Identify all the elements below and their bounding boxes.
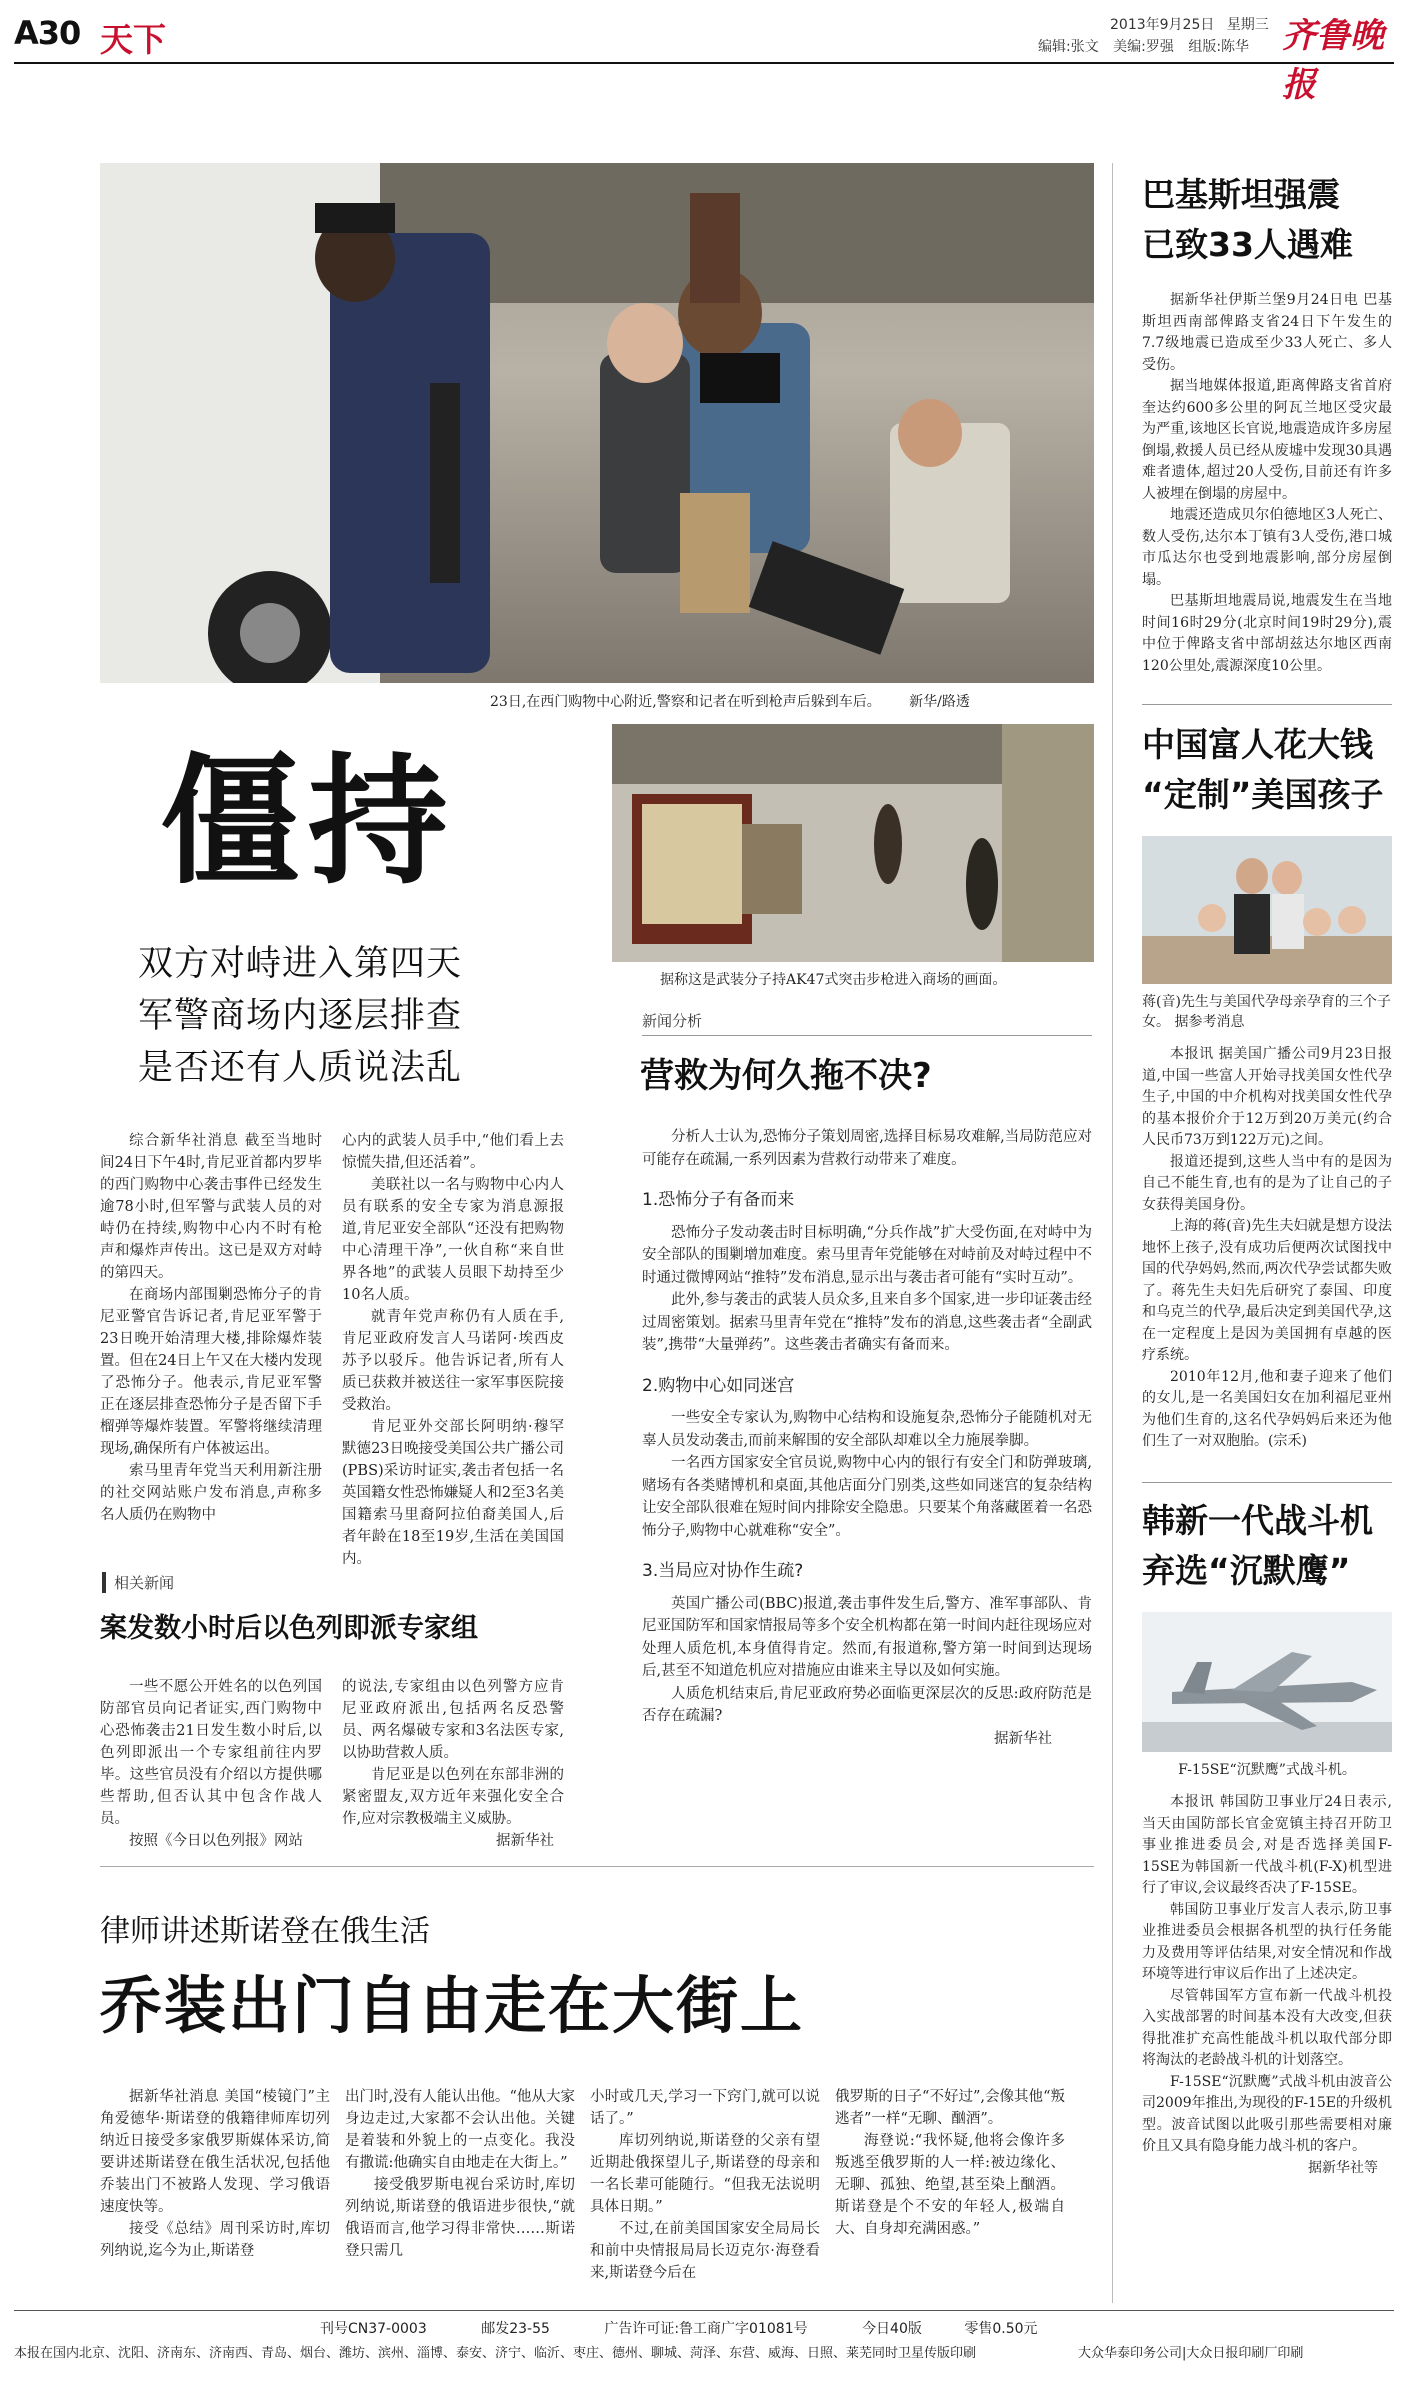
analysis-paragraph: 此外,参与袭击的武装人员众多,且来自多个国家,进一步印证袭击经过周密策划。据索马里青年党在“推特”发布的消息,这些袭击者“全副武装”,携带“大量弹药”。这些袭击者确实有备而来。: [642, 1292, 1092, 1353]
related-paragraph: 肯尼亚是以色列在东部非洲的紧密盟友,双方近年来强化安全合作,应对宗教极端主义威胁。: [342, 1767, 564, 1827]
snowden-paragraph: 海登说:“我怀疑,他将会像许多叛逃至俄罗斯的人一样:被边缘化、无聊、孤独、绝望,甚至染上酗酒。斯诺登是个不安的年轻人,极端自大、自身却充满困惑。”: [835, 2133, 1065, 2237]
jet-photo: [1142, 1612, 1392, 1752]
snowden-col-4: [835, 2086, 1065, 2240]
page-header: [0, 0, 1409, 105]
top-photo-caption: [490, 692, 1090, 712]
top-photo: [100, 163, 1094, 683]
main-story-paragraph: 就青年党声称仍有人质在手,肯尼亚政府发言人马诺阿·埃西皮苏予以驳斥。他告诉记者,所有人质已获救并被送往一家军事医院接受救治。: [342, 1309, 564, 1413]
footer-rule: [14, 2310, 1394, 2311]
snowden-kicker: 律师讲述斯诺登在俄生活: [100, 1914, 430, 1949]
snowden-paragraph: 出门时,没有人能认出他。“他从大家身边走过,大家都不会认出他。关键是着装和外貌上的一点变化。我没有撒谎:他确实自由地走在大街上。”: [345, 2089, 575, 2171]
page-number: A30: [14, 14, 81, 52]
sidebar-title-3: [1142, 1496, 1392, 1596]
analysis-paragraph: 一些安全专家认为,购物中心结构和设施复杂,恐怖分子能随机对无辜人员发动袭击,而前来解围的安全部队却难以全力施展拳脚。: [642, 1410, 1092, 1449]
title-line: 中国富人花大钱: [1142, 725, 1373, 764]
family-caption: 蒋(音)先生与美国代孕母亲孕育的三个子女。 据参考消息: [1142, 994, 1391, 1030]
sidebar-paragraph: F-15SE“沉默鹰”式战斗机由波音公司2009年推出,为现役的F-15E的升级机型。波音试图以此吸引那些需要相对廉价且又具有隐身能力战斗机的客户。: [1142, 2073, 1392, 2154]
sidebar-title-2: [1142, 720, 1392, 820]
analysis-title: 营救为何久拖不决?: [640, 1056, 932, 1096]
price: 零售0.50元: [964, 2321, 1038, 2337]
main-story-paragraph: 肯尼亚外交部长阿明纳·穆罕默德23日晚接受美国公共广播公司(PBS)采访时证实,袭击者包括一名英国籍女性恐怖嫌疑人和2至3名美国籍索马里裔阿拉伯裔美国人,后者年龄在18至19岁,生活在美国国内。: [342, 1419, 564, 1567]
sidebar-story-3: [1142, 1496, 1392, 2179]
jet-caption: F-15SE“沉默鹰”式战斗机。: [1178, 1762, 1356, 1778]
main-story-paragraph: 综合新华社消息 截至当地时间24日下午4时,肯尼亚首都内罗毕的西门购物中心袭击事件已经发生逾78小时,但军警与武装人员的对峙仍在持续,购物中心内不时有枪声和爆炸声传出。这已是双方对峙的第四天。: [100, 1133, 322, 1281]
related-paragraph: 的说法,专家组由以色列警方应肯尼亚政府派出,包括两名反恐警员、两名爆破专家和3名法医专家,以协助营救人质。: [342, 1679, 564, 1761]
snowden-col-1: [100, 2086, 330, 2262]
subhead-3: 是否还有人质说法乱: [138, 1048, 463, 1088]
main-headline: 僵持: [160, 741, 457, 904]
family-photo: [1142, 836, 1392, 984]
related-col-2: [342, 1676, 564, 1852]
analysis-body: [642, 1126, 1092, 1750]
sidebar-paragraph: 巴基斯坦地震局说,地震发生在当地时间16时29分(北京时间19时29分),震中位于俾路支省中部胡兹达尔地区西南120公里处,震源深度10公里。: [1142, 593, 1392, 674]
sidebar-paragraph: 据新华社伊斯兰堡9月24日电 巴基斯坦西南部俾路支省24日下午发生的7.7级地震已造成至少33人死亡、多人受伤。: [1142, 292, 1392, 373]
sidebar-body-3: [1142, 1792, 1392, 2179]
cctv-photo: [612, 724, 1094, 962]
title-line: 已致33人遇难: [1142, 225, 1353, 264]
sidebar-rule-2: [1142, 1482, 1392, 1483]
related-paragraph: 一些不愿公开姓名的以色列国防部官员向记者证实,西门购物中心恐怖袭击21日发生数小时后,以色列即派出一个专家组前往内罗毕。这些官员没有介绍以方提供哪些帮助,但否认其中包含作战人员。: [100, 1679, 322, 1827]
ad-license: 广告许可证:鲁工商广字01081号: [604, 2321, 808, 2337]
title-line: “定制”美国孩子: [1142, 775, 1384, 814]
sidebar-paragraph: 地震还造成贝尔伯德地区3人死亡、数人受伤,达尔本丁镇有3人受伤,港口城市瓜达尔也受到地震影响,部分房屋倒塌。: [1142, 507, 1392, 588]
main-story-col-1: [100, 1130, 322, 1526]
caption-text: 23日,在西门购物中心附近,警察和记者在听到枪声后躲到车后。: [490, 694, 881, 710]
sidebar-paragraph: 据当地媒体报道,距离俾路支省首府奎达约600多公里的阿瓦兰地区受灾最为严重,该地区长官说,地震造成许多房屋倒塌,救援人员已经从废墟中发现30具遇难者遗体,超过20人受伤,目前还有许多人被埋在倒塌的房屋中。: [1142, 378, 1392, 502]
analysis-credit: 据新华社: [994, 1730, 1052, 1747]
page-count: 今日40版: [862, 2321, 922, 2337]
snowden-paragraph: 接受《总结》周刊采访时,库切列纳说,迄今为止,斯诺登: [100, 2221, 330, 2259]
title-line: 韩新一代战斗机: [1142, 1501, 1373, 1540]
sidebar-paragraph: 尽管韩国军方宣布新一代战斗机投入实战部署的时间基本没有大改变,但获得批准扩充高性能战斗机以取代部分即将淘汰的老龄战斗机的计划落空。: [1142, 1987, 1392, 2068]
jet-scene: [1142, 1612, 1392, 1752]
snowden-paragraph: 不过,在前美国国家安全局局长和前中央情报局局长迈克尔·海登看来,斯诺登今后在: [590, 2221, 820, 2281]
sidebar-title-1: [1142, 170, 1392, 270]
snowden-paragraph: 接受俄罗斯电视台采访时,库切列纳说,斯诺登的俄语进步很快,“就俄语而言,他学习得非常快……斯诺登只需几: [345, 2177, 575, 2259]
snowden-paragraph: 据新华社消息 美国“棱镜门”主角爱德华·斯诺登的俄籍律师库切列纳近日接受多家俄罗斯媒体采访,简要讲述斯诺登在俄生活状况,包括他乔装出门不被路人发现、学习俄语速度快等。: [100, 2089, 330, 2215]
sidebar-story-2: [1142, 720, 1392, 1453]
analysis-paragraph: 一名西方国家安全官员说,购物中心内的银行有安全门和防弹玻璃,赌场有各类赌博机和桌面,其他店面分门别类,这些如同迷宫的复杂结构让安全部队很难在短时间内排除安全隐患。只要某个角落藏匿着一名恐怖分子,购物中心就难称“安全”。: [642, 1455, 1092, 1539]
cctv-scene: [612, 724, 1094, 962]
header-rule: [14, 62, 1394, 64]
main-subheads: [138, 938, 462, 1094]
sidebar-credit: 据新华社等: [1308, 2159, 1378, 2176]
cctv-caption: 据称这是武装分子持AK47式突击步枪进入商场的画面。: [660, 972, 1007, 988]
sidebar-story-1: [1142, 170, 1392, 677]
analysis-heading-1: 1.恐怖分子有备而来: [642, 1190, 795, 1210]
snowden-paragraph: 俄罗斯的日子“不好过”,会像其他“叛逃者”一样“无聊、酗酒”。: [835, 2089, 1065, 2127]
footer-line-2: 本报在国内北京、沈阳、济南东、济南西、青岛、烟台、潍坊、滨州、淄博、泰安、济宁、临沂、枣庄、德州、聊城、菏泽、东营、威海、日照、莱芜同时卫星传版印刷: [14, 2346, 977, 2361]
sidebar-paragraph: 上海的蒋(音)先生夫妇就是想方设法地怀上孩子,没有成功后便两次试图找中国的代孕妈妈,然而,两次代孕尝试都失败了。蒋先生夫妇先后研究了泰国、印度和乌克兰的代孕,最后决定到美国代孕,这在一定程度上是因为美国拥有卓越的医疗系统。: [1142, 1218, 1392, 1363]
analysis-tag: 新闻分析: [642, 1010, 1092, 1036]
proofreader: 组版:陈华: [1188, 39, 1250, 55]
sidebar-paragraph: 本报讯 韩国防卫事业厅24日表示,当天由国防部长官金宽镇主持召开防卫事业推进委员会,对是否选择美国F-15SE为韩国新一代战斗机(F-X)机型进行了审议,会议最终否决了F-15SE。: [1142, 1794, 1392, 1896]
date: 2013年9月25日: [1110, 17, 1215, 33]
main-story-paragraph: 索马里青年党当天利用新注册的社交网站账户发布消息,声称多名人质仍在购物中: [100, 1463, 322, 1523]
post-code: 邮发23-55: [481, 2321, 550, 2337]
header-staff: [1038, 36, 1249, 56]
subhead-1: 双方对峙进入第四天: [138, 944, 463, 984]
related-credit: 据新华社: [496, 1833, 554, 1849]
sidebar-divider: [1112, 163, 1113, 2303]
family-scene: [1142, 836, 1392, 984]
title-line: 弃选“沉默鹰”: [1142, 1551, 1351, 1590]
sidebar-paragraph: 报道还提到,这些人当中有的是因为自己不能生育,也有的是为了让自己的子女获得美国身份。: [1142, 1153, 1392, 1213]
snowden-col-2: [345, 2086, 575, 2262]
analysis-paragraph: 英国广播公司(BBC)报道,袭击事件发生后,警方、准军事部队、肯尼亚国防军和国家情报局等多个安全机构都在第一时间内赶往现场应对处理人质危机,本身值得肯定。然而,有报道称,警方第一时间到达现场后,甚至不知道危机应对措施应由谁来主导以及如何实施。: [642, 1595, 1092, 1679]
related-col-1: [100, 1676, 322, 1852]
title-line: 巴基斯坦强震: [1142, 175, 1340, 214]
main-story-col-2: [342, 1130, 564, 1570]
footer-line-1: [320, 2318, 1038, 2338]
main-story-paragraph: 心内的武装人员手中,“他们看上去惊慌失措,但还活着”。: [342, 1133, 564, 1171]
analysis-heading-2: 2.购物中心如同迷宫: [642, 1375, 795, 1396]
header-date: [1110, 14, 1269, 34]
snowden-headline: 乔装出门自由走在大街上: [100, 1969, 805, 2042]
sidebar-paragraph: 本报讯 据美国广播公司9月23日报道,中国一些富人开始寻找美国女性代孕生子,中国的中介机构对找美国女性代孕的基本报价介于12万到20万美元(约合人民币73万到122万元)之间。: [1142, 1046, 1392, 1148]
related-tag: 相关新闻: [102, 1572, 174, 1593]
snowden-col-3: [590, 2086, 820, 2284]
sidebar-body-1: [1142, 290, 1392, 677]
analysis-intro: 分析人士认为,恐怖分子策划周密,选择目标易攻难解,当局防范应对可能存在疏漏,一系列因素为营救行动带来了难度。: [642, 1129, 1092, 1168]
sidebar-rule-1: [1142, 704, 1392, 705]
sidebar-body-2: [1142, 1044, 1392, 1453]
related-title: 案发数小时后以色列即派专家组: [100, 1613, 478, 1644]
sidebar-paragraph: 韩国防卫事业厅发言人表示,防卫事业推进委员会根据各机型的执行任务能力及费用等评估结果,对安全情况和作战环境等进行审议后作出了上述决定。: [1142, 1901, 1392, 1982]
section-name: 天下: [100, 20, 166, 59]
issn: 刊号CN37-0003: [320, 2321, 427, 2337]
photo-credit: 新华/路透: [909, 694, 970, 710]
main-story-paragraph: 在商场内部围剿恐怖分子的肯尼亚警官告诉记者,肯尼亚军警于23日晚开始清理大楼,排除爆炸装置。但在24日上午又在大楼内发现了恐怖分子。他表示,肯尼亚军警正在逐层排查恐怖分子是否留下手榴弹等爆炸装置。军警将继续清理现场,确保所有户体被运出。: [100, 1287, 322, 1457]
footer-printer: 大众华泰印务公司|大众日报印刷厂印刷: [1078, 2346, 1304, 2361]
photo-scene: [100, 163, 1094, 683]
snowden-paragraph: 库切列纳说,斯诺登的父亲有望近期赴俄探望儿子,斯诺登的母亲和一名长辈可能随行。“但我无法说明具体日期。”: [590, 2133, 820, 2215]
art-editor: 美编:罗强: [1113, 39, 1174, 55]
newspaper-logo: 齐鲁晚报: [1282, 16, 1384, 105]
analysis-heading-3: 3.当局应对协作生疏?: [642, 1561, 804, 1581]
main-story-paragraph: 美联社以一名与购物中心内人员有联系的安全专家为消息源报道,肯尼亚安全部队“还没有把购物中心清理干净”,一伙自称“来自世界各地”的武装人员眼下劫持至少10名人质。: [342, 1177, 564, 1303]
subhead-2: 军警商场内逐层排查: [138, 996, 463, 1036]
weekday: 星期三: [1226, 17, 1269, 33]
analysis-paragraph: 恐怖分子发动袭击时目标明确,“分兵作战”扩大受伤面,在对峙中为安全部队的围剿增加难度。索马里青年党能够在对峙前及对峙过程中不时通过微博网站“推特”发布消息,显示出与袭击者可能有“实时互动”。: [642, 1224, 1092, 1286]
related-paragraph: 按照《今日以色列报》网站: [129, 1833, 303, 1849]
analysis-paragraph: 人质危机结束后,肯尼亚政府势必面临更深层次的反思:政府防范是否存在疏漏?: [642, 1685, 1092, 1724]
snowden-paragraph: 小时或几天,学习一下窍门,就可以说话了。”: [590, 2089, 820, 2127]
sidebar-paragraph: 2010年12月,他和妻子迎来了他们的女儿,是一名美国妇女在加利福尼亚州为他们生育的,这名代孕妈妈后来还为他们生了一对双胞胎。(宗禾): [1142, 1368, 1392, 1449]
snowden-rule: [100, 1866, 1094, 1867]
editor: 编辑:张文: [1038, 39, 1099, 55]
